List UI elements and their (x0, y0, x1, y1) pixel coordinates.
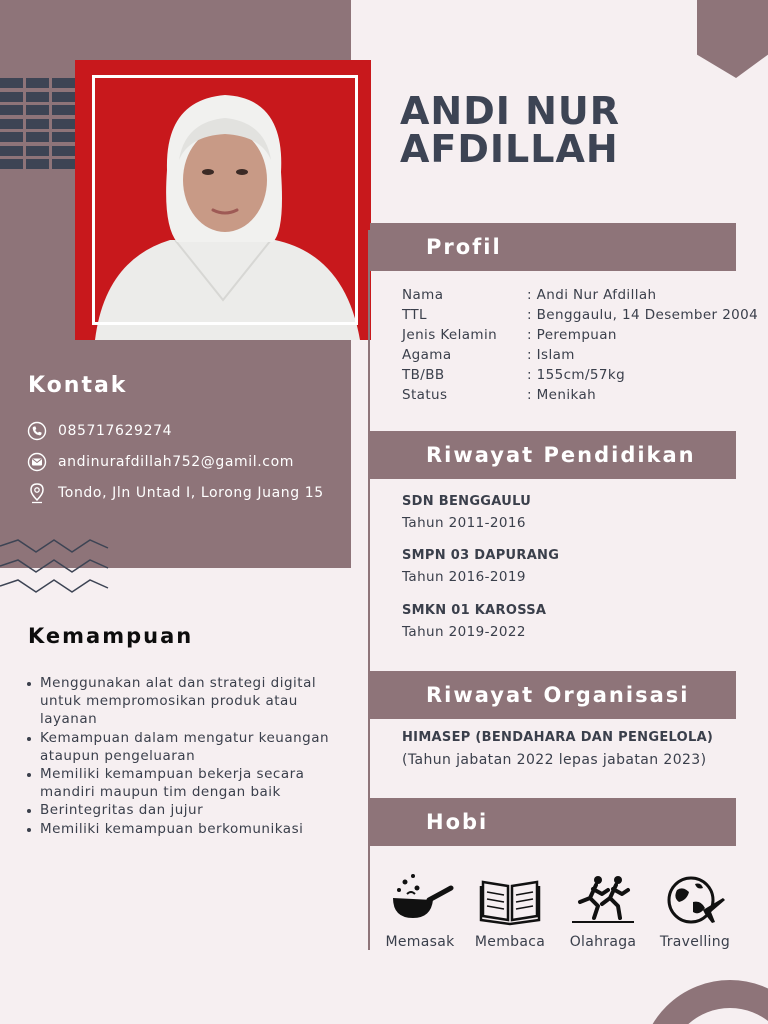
profile-title: Profil (426, 235, 502, 259)
profile-label: Agama (402, 347, 452, 363)
skill-item: Kemampuan dalam mengatur keuangan ataupun pengeluaran (22, 729, 342, 765)
profile-value: : 155cm/57kg (527, 367, 626, 383)
education-school: SMKN 01 KAROSSA (402, 603, 547, 618)
education-item (402, 494, 531, 531)
profile-label: TTL (402, 307, 427, 323)
hobby-banner (370, 798, 736, 846)
education-school: SDN BENGGAULU (402, 494, 532, 509)
organization-period: (Tahun jabatan 2022 lepas jabatan 2023) (402, 752, 707, 768)
profile-photo (75, 60, 371, 340)
location-pin-icon (26, 482, 48, 504)
hobby-label: Memasak (385, 934, 455, 950)
education-school: SMPN 03 DAPURANG (402, 548, 560, 563)
globe-plane-icon (663, 872, 727, 928)
profile-label: Status (402, 387, 448, 403)
skills-list (22, 674, 342, 838)
name-line-2: AFDILLAH (400, 127, 619, 171)
profile-value: : Benggaulu, 14 Desember 2004 (527, 307, 759, 323)
profile-row (402, 345, 758, 365)
profile-banner (370, 223, 736, 271)
education-years: Tahun 2016-2019 (402, 569, 526, 585)
hobby-title: Hobi (426, 810, 489, 834)
bottom-arc-decoration (640, 980, 768, 1024)
contact-email[interactable]: andinurafdillah752@gamil.com (58, 454, 295, 470)
profile-label: TB/BB (402, 367, 445, 383)
education-item (402, 603, 546, 640)
education-years: Tahun 2011-2016 (402, 515, 526, 531)
education-years: Tahun 2019-2022 (402, 624, 526, 640)
hobby-label: Travelling (659, 934, 731, 950)
profile-row (402, 325, 758, 345)
contact-address: Tondo, Jln Untad I, Lorong Juang 15 (58, 485, 324, 501)
contact-phone-row (26, 420, 172, 442)
person-name (400, 89, 740, 171)
education-item (402, 548, 559, 585)
corner-decoration (697, 0, 768, 78)
contact-phone[interactable]: 085717629274 (58, 423, 173, 439)
zigzag-decoration (0, 536, 112, 600)
hobby-item-cooking (375, 872, 465, 950)
organization-title: Riwayat Organisasi (426, 683, 690, 707)
skill-item: Memiliki kemampuan bekerja secara mandiri maupun tim dengan baik (22, 765, 342, 801)
contact-address-row (26, 482, 324, 504)
profile-value: : Andi Nur Afdillah (527, 287, 657, 303)
education-banner (370, 431, 736, 479)
profile-label: Jenis Kelamin (402, 327, 498, 343)
hobby-label: Membaca (474, 934, 546, 950)
profile-table (402, 285, 758, 405)
skill-item: Berintegritas dan jujur (22, 801, 342, 819)
organization-name: HIMASEP (BENDAHARA DAN PENGELOLA) (402, 730, 714, 745)
name-line-1: ANDI NUR (400, 89, 621, 133)
profile-value: : Islam (527, 347, 575, 363)
skills-title: Kemampuan (28, 624, 194, 648)
hobby-item-sports (558, 872, 648, 950)
contact-title: Kontak (28, 373, 128, 398)
hobby-item-travelling (650, 872, 740, 950)
mail-icon (26, 451, 48, 473)
profile-row (402, 385, 758, 405)
education-title: Riwayat Pendidikan (426, 443, 696, 467)
profile-value: : Menikah (527, 387, 597, 403)
hobby-label: Olahraga (569, 934, 637, 950)
profile-value: : Perempuan (527, 327, 617, 343)
open-book-icon (479, 872, 541, 928)
contact-email-row (26, 451, 294, 473)
running-people-icon (568, 872, 638, 928)
hobby-item-reading (465, 872, 555, 950)
profile-row (402, 365, 758, 385)
skill-item: Menggunakan alat dan strategi digital untuk mempromosikan produk atau layanan (22, 674, 342, 729)
phone-icon (26, 420, 48, 442)
cooking-pan-icon (385, 872, 455, 928)
organization-banner (370, 671, 736, 719)
photo-border (92, 75, 358, 325)
profile-row (402, 285, 758, 305)
skill-item: Memiliki kemampuan berkomunikasi (22, 820, 342, 838)
profile-row (402, 305, 758, 325)
profile-label: Nama (402, 287, 444, 303)
